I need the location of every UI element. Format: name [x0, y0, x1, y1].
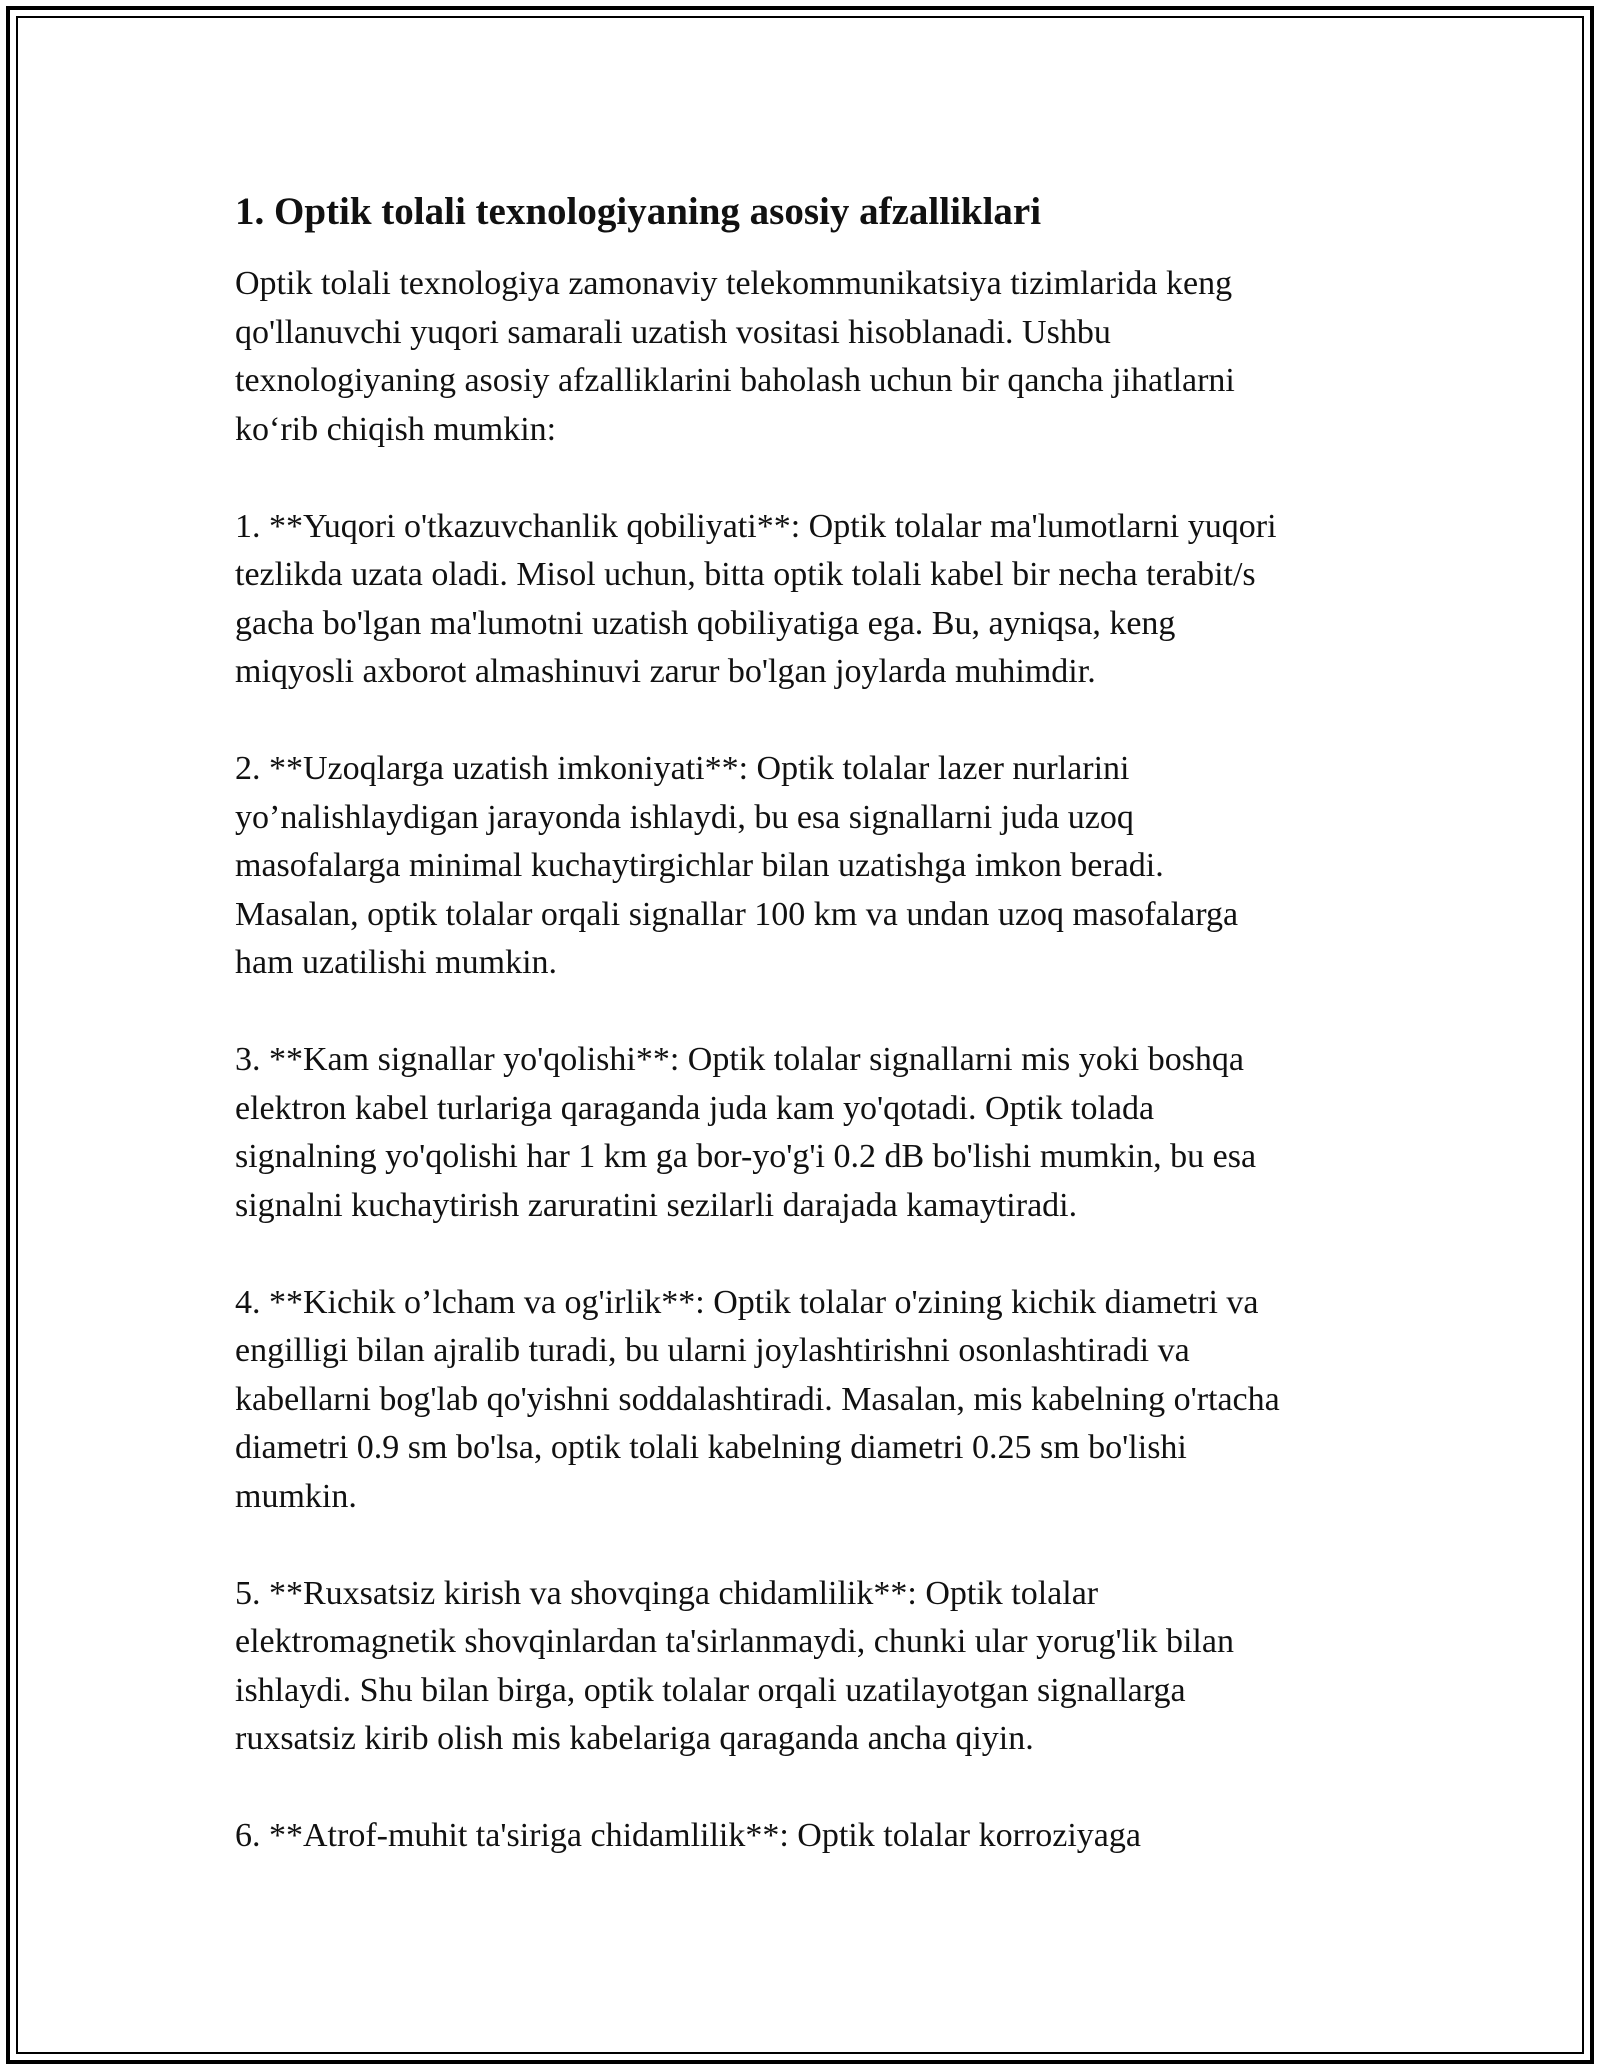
- list-item-bandwidth: 1. **Yuqori o'tkazuvchanlik qobiliyati**: Optik tolalar ma'lumotlarni yuqori tezlikda uzata oladi. Misol uchun, bitta optik tolali kabel bir necha terabit/s gacha bo'lgan ma'lumotni uzatish qobiliyatiga ega. Bu, ayniqsa, keng miqyosli axborot almashinuvi zarur bo'lgan joylarda muhimdir.: [235, 507, 1277, 690]
- intro-paragraph: Optik tolali texnologiya zamonaviy telekommunikatsiya tizimlarida keng qo'llanuvchi yuqori samarali uzatish vositasi hisoblanadi. Ushbu texnologiyaning asosiy afzalliklarini baholash uchun bir qancha jihatlarni ko‘rib chiqish mumkin:: [235, 265, 1235, 448]
- document-body: [235, 188, 1375, 1909]
- list-item-environment: 6. **Atrof-muhit ta'siriga chidamlilik**: Optik tolalar korroziyaga: [235, 1817, 1141, 1854]
- list-item-security-noise: 5. **Ruxsatsiz kirish va shovqinga chidamlilik**: Optik tolalar elektromagnetik shovqinlardan ta'sirlanmaydi, chunki ular yorug'lik bilan ishlaydi. Shu bilan birga, optik tolalar orqali uzatilayotgan signallarga ruxsatsiz kirib olish mis kabelariga qaraganda ancha qiyin.: [235, 1574, 1234, 1757]
- list-item-size-weight: 4. **Kichik o’lcham va og'irlik**: Optik tolalar o'zining kichik diametri va engilligi bilan ajralib turadi, bu ularni joylashtirishni osonlashtiradi va kabellarni bog'lab qo'yishni soddalashtiradi. Masalan, mis kabelning o'rtacha diametri 0.9 sm bo'lsa, optik tolali kabelning diametri 0.25 sm bo'lishi mumkin.: [235, 1283, 1280, 1515]
- list-item-low-loss: 3. **Kam signallar yo'qolishi**: Optik tolalar signallarni mis yoki boshqa elektron kabel turlariga qaraganda juda kam yo'qotadi. Optik tolada signalning yo'qolishi har 1 km ga bor-yo'g'i 0.2 dB bo'lishi mumkin, bu esa signalni kuchaytirish zaruratini sezilarli darajada kamaytiradi.: [235, 1041, 1257, 1224]
- list-item-long-distance: 2. **Uzoqlarga uzatish imkoniyati**: Optik tolalar lazer nurlarini yo’nalishlaydigan jarayonda ishlaydi, bu esa signallarni juda uzoq masofalarga minimal kuchaytirgichlar bilan uzatishga imkon beradi. Masalan, optik tolalar orqali signallar 100 km va undan uzoq masofalarga ham uzatilishi mumkin.: [235, 750, 1239, 981]
- section-heading: 1. Optik tolali texnologiyaning asosiy afzalliklari: [235, 190, 1042, 233]
